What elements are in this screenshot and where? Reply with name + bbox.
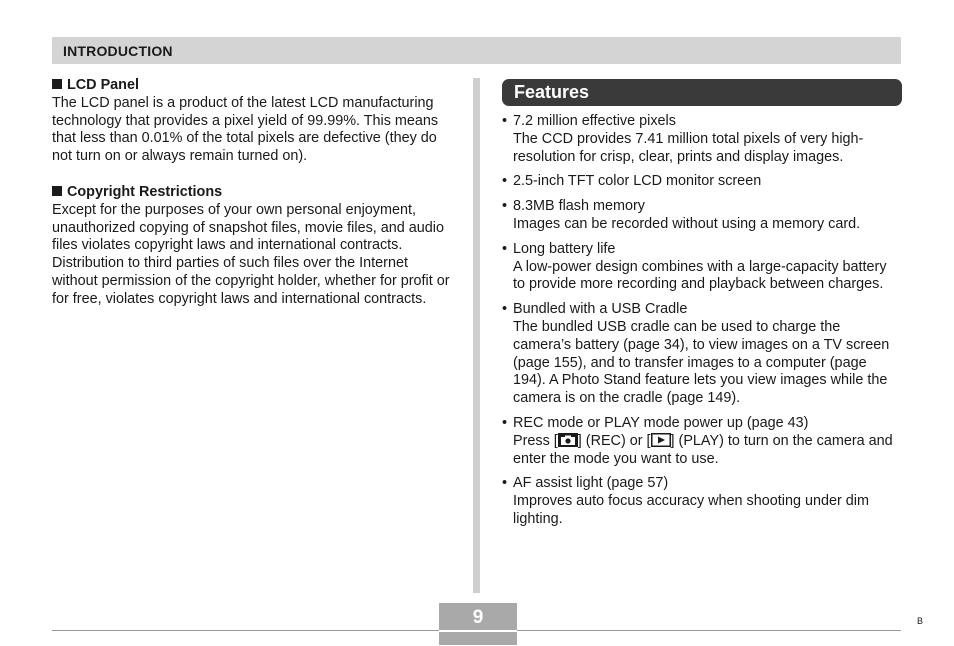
- feature-title: Long battery life: [513, 240, 616, 257]
- lcd-panel-heading: LCD Panel: [52, 77, 457, 95]
- page-number: 9: [472, 607, 484, 628]
- lcd-panel-text: The LCD panel is a product of the latest LCD manufacturing technology that provides a pixel yield of 99.99%. This means that less than 0.01% of the total pixels are defective (they do not turn on or always remain turned on).: [52, 94, 439, 165]
- corner-mark: B: [917, 616, 924, 626]
- feature-desc: The bundled USB cradle can be used to charge the camera’s battery (page 34), to view images on a TV screen (page 155), and to transfer images to a computer (page 194). A Photo Stand feature lets you view images while the camera is on the cradle (page 149).: [513, 318, 890, 407]
- column-divider: [473, 78, 480, 593]
- feature-title: REC mode or PLAY mode power up (page 43): [513, 414, 809, 431]
- feature-item: [502, 113, 902, 166]
- feature-item: [502, 241, 902, 294]
- feature-desc: Images can be recorded without using a memory card.: [513, 215, 861, 232]
- bullet: •: [502, 113, 508, 129]
- square-bullet-icon: [52, 186, 62, 196]
- page-box-divider: [439, 630, 517, 632]
- copyright-text-1: Except for the purposes of your own personal enjoyment, unauthorized copying of snapshot files, movie files, and audio files violates copyright laws and international contracts.: [52, 201, 444, 254]
- feature-desc: A low-power design combines with a large-capacity battery to provide more recording and playback between charges.: [513, 258, 887, 293]
- copyright-text-2: Distribution to third parties of such files over the Internet without permission of the copyright holder, whether for profit or for free, violates copyright laws and international contracts.: [52, 255, 450, 307]
- feature-item: [502, 415, 902, 468]
- section-title: INTRODUCTION: [63, 43, 173, 59]
- bullet: •: [502, 240, 508, 257]
- copyright-heading: Copyright Restrictions: [52, 184, 457, 202]
- feature-item: [502, 173, 902, 191]
- features-title: Features: [514, 82, 590, 102]
- feature-item: [502, 475, 902, 528]
- square-bullet-icon: [52, 79, 62, 89]
- bullet: •: [502, 198, 508, 215]
- bullet: •: [502, 414, 508, 431]
- feature-item: [502, 198, 902, 234]
- feature-desc: The CCD provides 7.41 million total pixels of very high-resolution for crisp, clear, prints and display images.: [513, 130, 864, 165]
- page-number-box: [439, 603, 517, 645]
- left-column: [52, 77, 457, 309]
- feature-title: 2.5-inch TFT color LCD monitor screen: [513, 173, 762, 190]
- camera-icon: [558, 433, 578, 447]
- bullet: •: [502, 301, 508, 318]
- bullet: •: [502, 173, 508, 190]
- feature-desc: Press [ ] (REC) or [ ] (PLAY) to turn on the camera and enter the mode you want to use.: [513, 432, 893, 467]
- feature-title: 7.2 million effective pixels: [513, 113, 676, 129]
- feature-title: 8.3MB flash memory: [513, 198, 645, 215]
- feature-title: Bundled with a USB Cradle: [513, 301, 688, 318]
- play-icon: [651, 433, 671, 447]
- section-header-bar: [52, 37, 901, 64]
- feature-item: [502, 301, 902, 408]
- feature-title: AF assist light (page 57): [513, 475, 669, 492]
- features-heading-bar: [502, 79, 902, 106]
- feature-desc: Improves auto focus accuracy when shooting under dim lighting.: [513, 493, 869, 527]
- bullet: •: [502, 475, 508, 492]
- features-list: [502, 113, 902, 536]
